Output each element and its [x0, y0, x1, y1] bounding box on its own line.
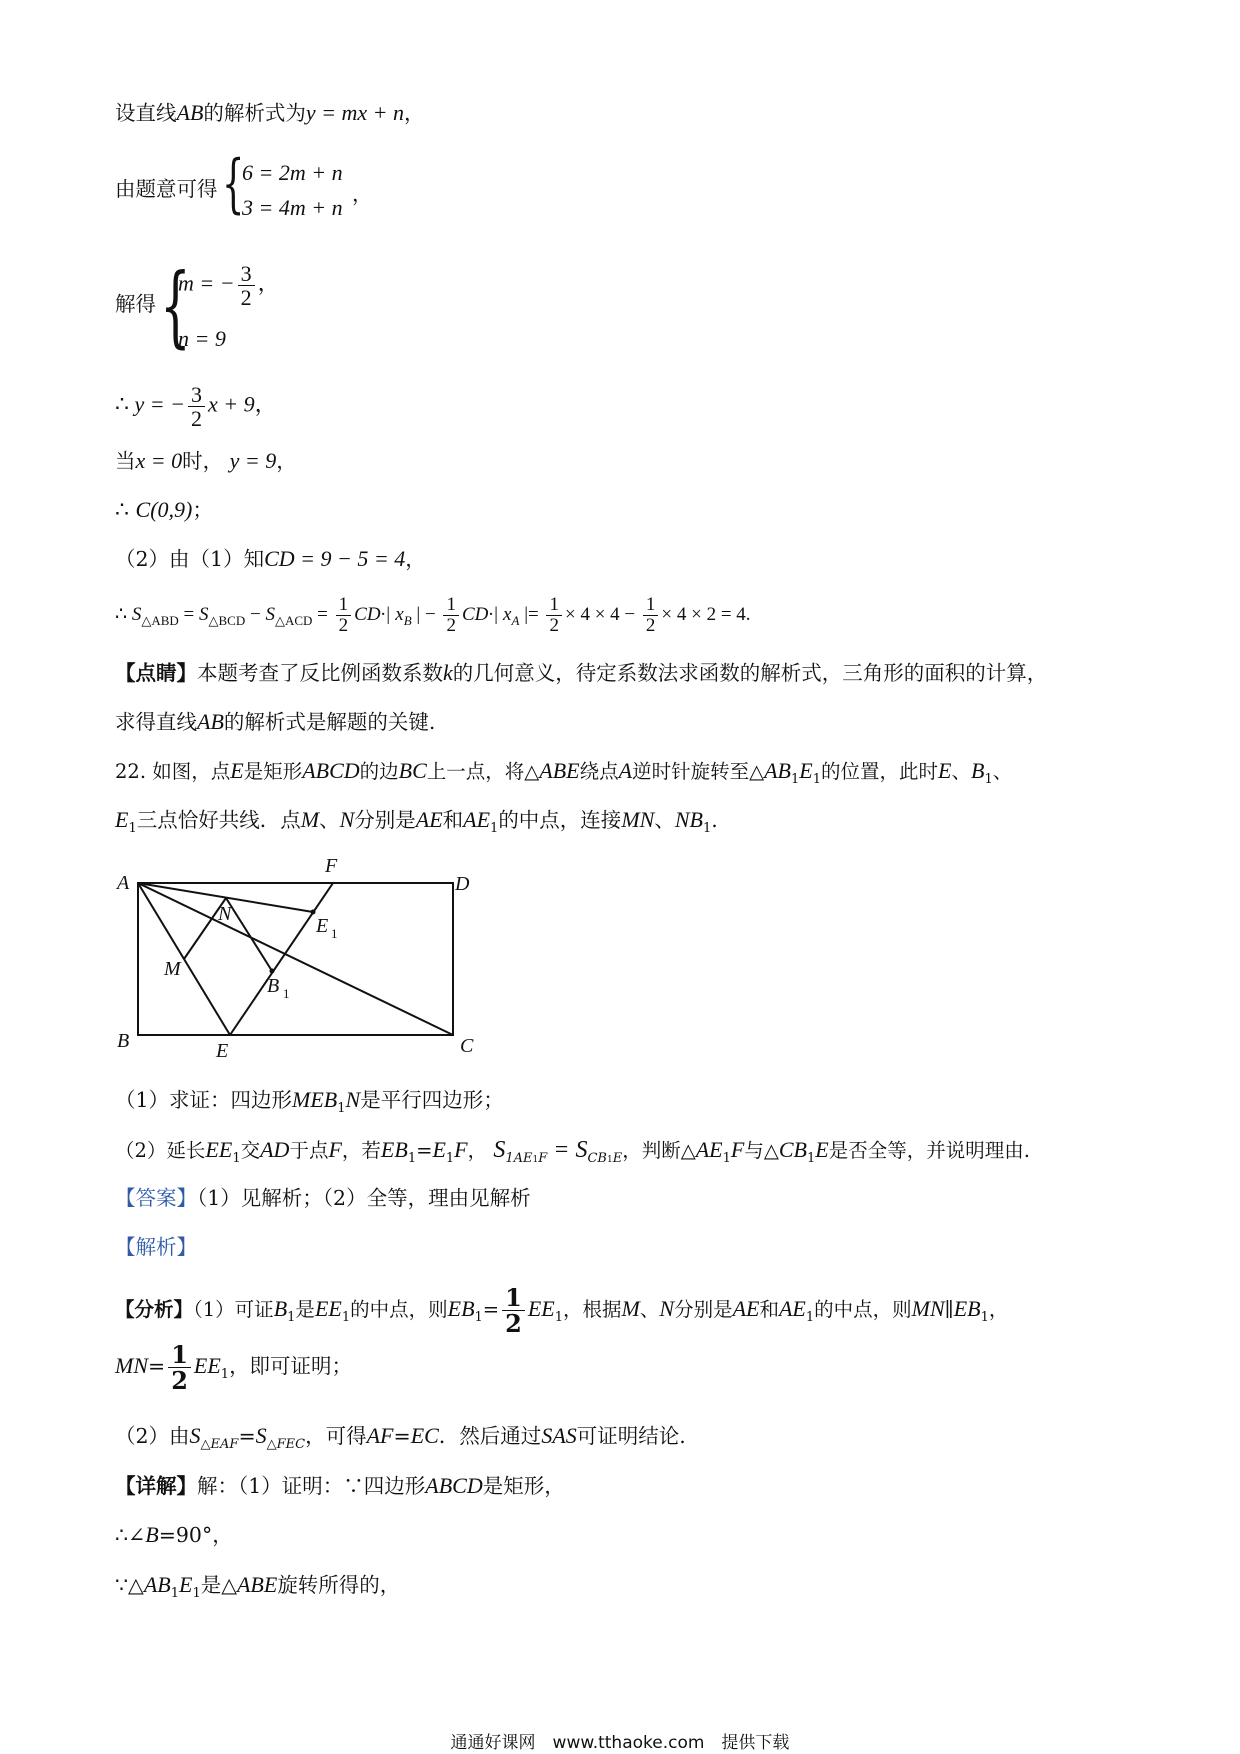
text-line-7: （2）由（1）知CD = 9 − 5 = 4， — [115, 546, 426, 571]
detail-line-1: 【详解】解：（1）证明：∵四边形ABCD是矩形， — [115, 1473, 565, 1498]
label-a: A — [117, 872, 130, 894]
equation: n = 9 — [178, 326, 226, 351]
text-line-2: 由题意可得 — [115, 177, 218, 201]
point-b1 — [270, 969, 275, 974]
label-m: M — [164, 958, 181, 980]
text-line-6: ∴ C(0,9)； — [115, 497, 213, 522]
label-e1-sub: 1 — [331, 926, 338, 941]
label-b1: B — [267, 975, 280, 997]
brace-symbol: { — [160, 254, 191, 357]
point-e1 — [311, 910, 316, 915]
equation: 6 = 2m + n — [242, 160, 343, 185]
part-1-question: （1）求证：四边形$MEB_1N$是平行四边形； — [115, 1087, 504, 1116]
label-b: B — [117, 1030, 130, 1052]
label-e: E — [216, 1040, 229, 1062]
label-n: N — [218, 903, 232, 925]
geometry-figure — [105, 845, 485, 1065]
analysis-label: 【解析】 — [115, 1235, 197, 1259]
segment-nb1 — [226, 898, 272, 971]
question-22-line-2: $E_1$三点恰好共线．点M、N分别是AE和$AE_1$的中点，连接MN、$NB_1$. — [115, 807, 718, 836]
part-2-question: （2）延长$EE_1$交AD于点F，若$EB_1=E_1F$， $S_{1AE1F} = S_{CB1E}$，判断$\triangle AE_1F$与$\triangle CB_1E$是否全等，并说明理由. — [115, 1137, 1030, 1166]
text-line-8: ∴ $S_{\triangle ABD} = S_{\triangle BCD} - S_{\triangle ACD}$ = $\frac{1}{2}$ CD·| $x_B$ | − $\frac{1}{2}$ CD·| $x_A$ |= $\frac{1}{2}$ × 4 × 4 − $\frac{1}{2}$ × 4 × 2 = 4. — [115, 594, 751, 636]
equation: 3 = 4m + n — [242, 195, 343, 220]
analysis-line-1: 【分析】（1）可证$B_1$是$EE_1$的中点，则$EB_1=$ $\frac{1}{2}$ $EE_1$，根据M、N分别是AE和$AE_1$的中点，则$MN\parallel EB_1$， — [115, 1283, 1009, 1339]
detail-line-2: ∴∠B=90°， — [115, 1522, 233, 1547]
punctuation: ， — [352, 182, 373, 206]
analysis-line-3: （2）由$S_{\triangle EAF}=S_{\triangle FEC}$，可得AF=EC．然后通过SAS可证明结论. — [115, 1423, 686, 1452]
detail-line-3: $\because\triangle AB_1E_1$是△ABE旋转所得的， — [115, 1572, 401, 1601]
footer-text: 通通好课网 www.tthaoke.com 提供下载 — [450, 1733, 790, 1753]
equation: m = − $\frac{3}{2}$ ， — [178, 261, 280, 311]
label-c: C — [460, 1035, 474, 1057]
answer-line: 【答案】（1）见解析；（2）全等，理由见解析 — [115, 1186, 531, 1210]
text-line-5: 当x = 0时， y = 9， — [115, 448, 297, 473]
analysis-line-2: MN= $\frac{1}{2}$ $EE_1$，即可证明； — [115, 1340, 353, 1396]
comment-line-1: 【点睛】本题考查了反比例函数系数k的几何意义，待定系数法求函数的解析式，三角形的面积的计算， — [115, 660, 1048, 685]
label-d: D — [455, 873, 470, 895]
label-b1-sub: 1 — [283, 986, 290, 1001]
segment-ac — [138, 883, 453, 1035]
brace-symbol: { — [222, 147, 245, 221]
comment-line-2: 求得直线AB的解析式是解题的关键. — [115, 709, 436, 734]
text-line-1: 设直线AB的解析式为y = mx + n， — [115, 100, 425, 125]
question-22-line-1: 22. 如图，点E是矩形ABCD的边BC上一点，将△ABE绕点A逆时针旋转至$\triangle AB_1E_1$的位置，此时E、$B_1$、 — [115, 758, 1013, 787]
text-line-3: 解得 — [115, 292, 156, 316]
text-line-4: ∴ y = − $\frac{3}{2}$ x + 9， — [115, 382, 277, 432]
label-e1: E — [316, 915, 329, 937]
label-f: F — [325, 855, 338, 877]
